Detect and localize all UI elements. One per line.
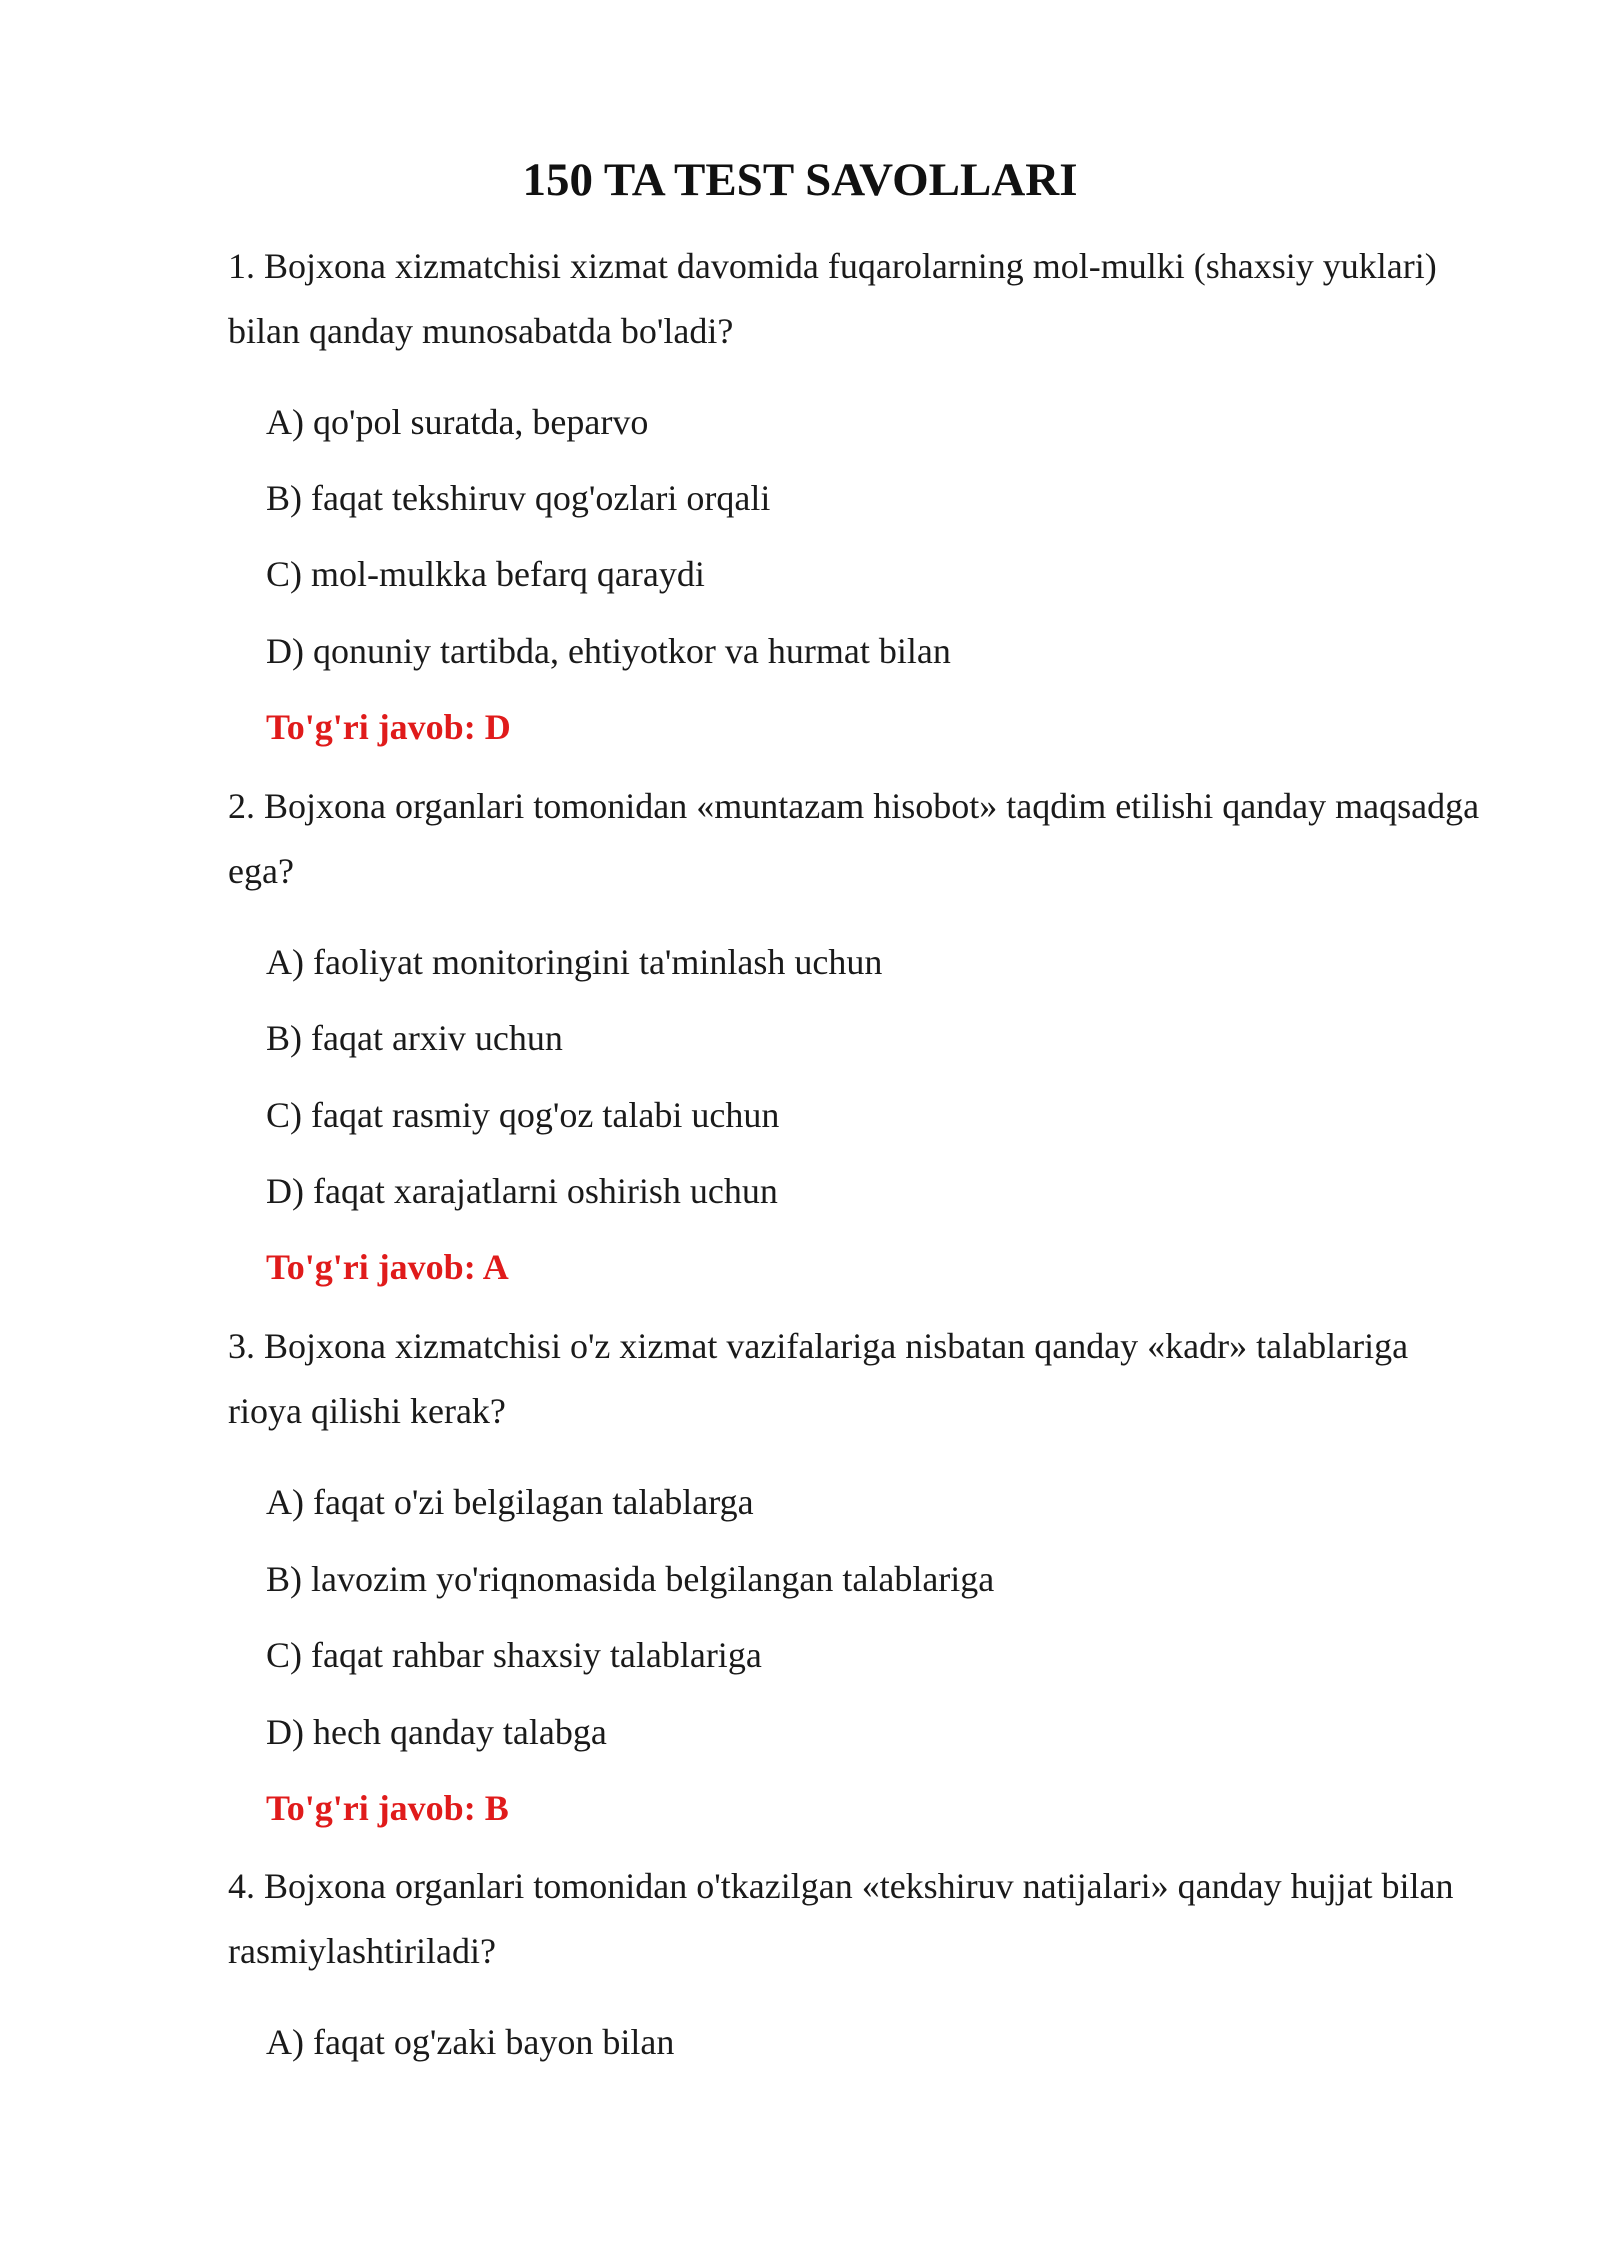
question-2-option-c: C) faqat rasmiy qog'oz talabi uchun [266,1095,780,1135]
page-title: 150 TA TEST SAVOLLARI [522,154,1078,206]
question-3-option-b: B) lavozim yo'riqnomasida belgilangan talablariga [266,1559,995,1599]
question-1-option-c: C) mol-mulkka befarq qaraydi [266,554,705,594]
question-2-answer: To'g'ri javob: A [266,1247,509,1287]
question-3-answer: To'g'ri javob: B [266,1788,509,1828]
question-2-text: 2. Bojxona organlari tomonidan «muntazam hisobot» taqdim etilishi qanday maqsadga ega? [228,786,1480,891]
question-4-text: 4. Bojxona organlari tomonidan o'tkazilgan «tekshiruv natijalari» qanday hujjat bilan rasmiylashtiriladi? [228,1866,1454,1971]
question-1-option-b: B) faqat tekshiruv qog'ozlari orqali [266,478,771,518]
question-4-option-a: A) faqat og'zaki bayon bilan [266,2022,675,2062]
question-1-option-a: A) qo'pol suratda, beparvo [266,402,649,442]
question-1-option-d: D) qonuniy tartibda, ehtiyotkor va hurmat bilan [266,631,951,671]
question-2-option-b: B) faqat arxiv uchun [266,1018,563,1058]
question-3-text: 3. Bojxona xizmatchisi o'z xizmat vazifalariga nisbatan qanday «kadr» talablariga rioya qilishi kerak? [228,1326,1409,1431]
question-1-answer: To'g'ri javob: D [266,707,511,747]
question-3-option-d: D) hech qanday talabga [266,1712,607,1752]
question-3-option-a: A) faqat o'zi belgilagan talablarga [266,1482,754,1522]
question-2-option-a: A) faoliyat monitoringini ta'minlash uchun [266,942,883,982]
question-1-text: 1. Bojxona xizmatchisi xizmat davomida fuqarolarning mol-mulki (shaxsiy yuklari) bilan qanday munosabatda bo'ladi? [228,246,1437,351]
question-3-option-c: C) faqat rahbar shaxsiy talablariga [266,1635,762,1675]
question-2-option-d: D) faqat xarajatlarni oshirish uchun [266,1171,778,1211]
